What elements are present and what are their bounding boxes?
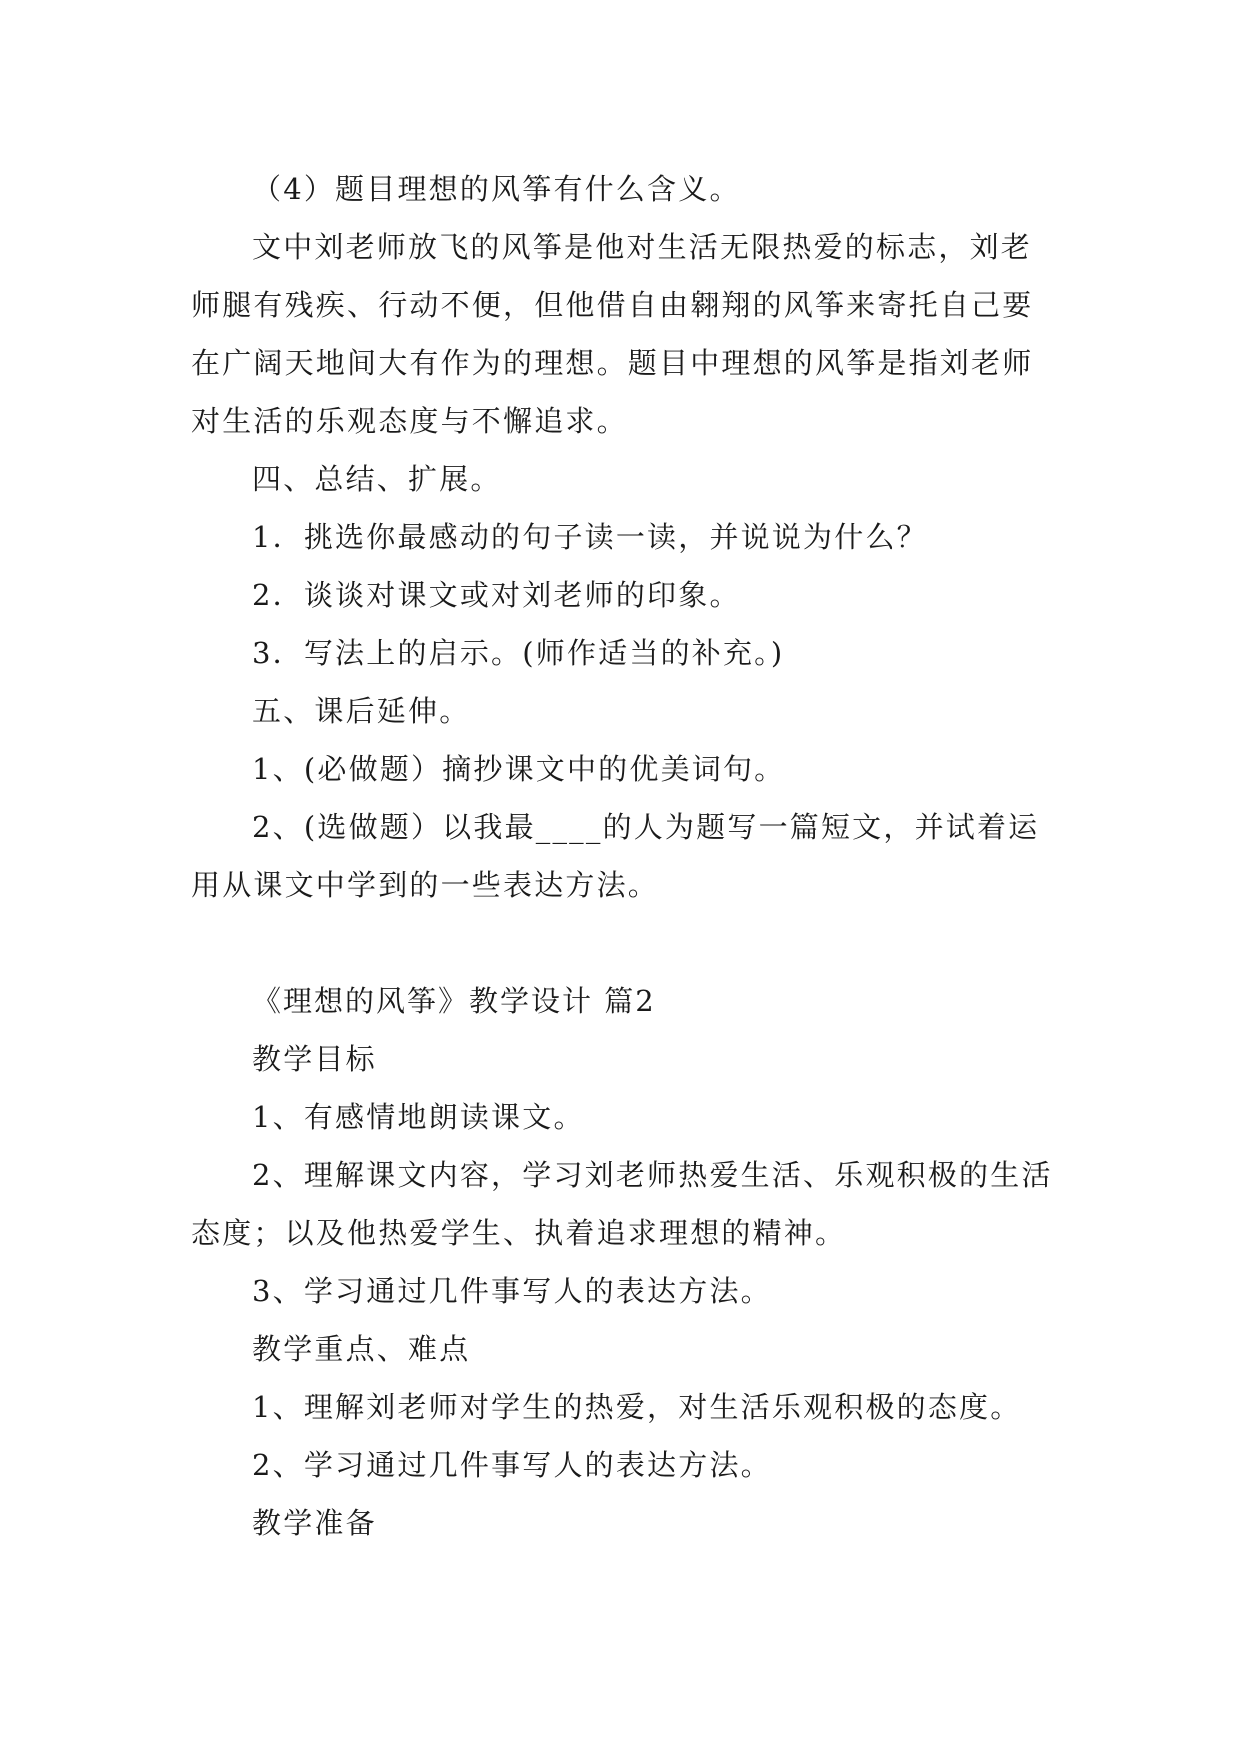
key-point-item-2: 2、学习通过几件事写人的表达方法。 xyxy=(252,1448,772,1482)
document-body xyxy=(191,160,1055,1552)
summary-item-3: 3．写法上的启示。(师作适当的补充。) xyxy=(252,636,785,670)
heading-teaching-goals: 教学目标 xyxy=(252,1042,377,1076)
summary-item-1: 1．挑选你最感动的句子读一读，并说说为什么？ xyxy=(252,520,928,554)
heading-key-points: 教学重点、难点 xyxy=(252,1332,471,1366)
goal-item-1: 1、有感情地朗读课文。 xyxy=(252,1100,585,1134)
section-heading-extension: 五、课后延伸。 xyxy=(252,694,471,728)
goal-item-3: 3、学习通过几件事写人的表达方法。 xyxy=(252,1274,772,1308)
key-point-item-1: 1、理解刘老师对学生的热爱，对生活乐观积极的态度。 xyxy=(252,1390,1022,1424)
summary-item-2: 2．谈谈对课文或对刘老师的印象。 xyxy=(252,578,741,612)
extension-item-1: 1、(必做题）摘抄课文中的优美词句。 xyxy=(252,752,786,786)
article-title: 《理想的风筝》教学设计 篇2 xyxy=(252,984,656,1018)
heading-preparation: 教学准备 xyxy=(252,1506,377,1540)
answer-paragraph: 文中刘老师放飞的风筝是他对生活无限热爱的标志，刘老师腿有残疾、行动不便，但他借自由翱翔的风筝来寄托自己要在广阔天地间大有作为的理想。题目中理想的风筝是指刘老师对生活的乐观态度与不懈追求。 xyxy=(191,230,1034,438)
goal-item-2: 2、理解课文内容，学习刘老师热爱生活、乐观积极的生活态度；以及他热爱学生、执着追求理想的精神。 xyxy=(191,1158,1053,1250)
question-4: （4）题目理想的风筝有什么含义。 xyxy=(252,172,741,206)
paragraph-spacer xyxy=(191,914,1055,972)
extension-item-2: 2、(选做题）以我最____的人为题写一篇短文，并试着运用从课文中学到的一些表达方法。 xyxy=(191,810,1040,902)
section-heading-summary: 四、总结、扩展。 xyxy=(252,462,502,496)
